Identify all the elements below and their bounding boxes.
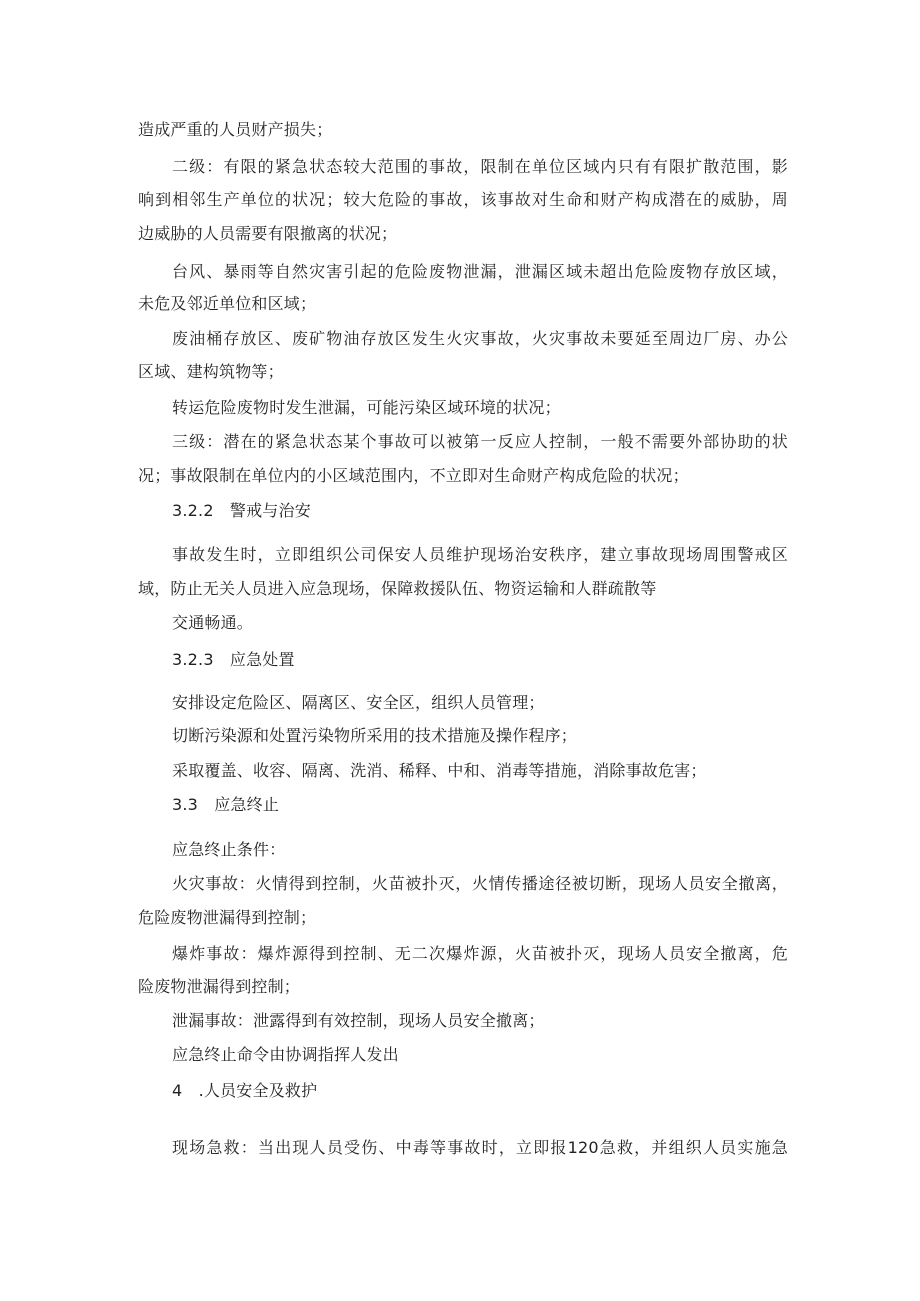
paragraph-line: 交通畅通。 — [172, 613, 254, 632]
paragraph-line: 区域、建构筑物等； — [138, 362, 284, 381]
paragraph-line: 应急终止命令由协调指挥人发出 — [172, 1045, 399, 1064]
paragraph-line: 况；事故限制在单位内的小区域范围内，不立即对生命财产构成危险的状况； — [138, 466, 689, 485]
section-heading: 3.2.2 警戒与治安 — [172, 501, 311, 520]
paragraph-line: 爆炸事故：爆炸源得到控制、无二次爆炸源，火苗被扑灭，现场人员安全撤离，危 — [172, 944, 788, 963]
paragraph-line: 安排设定危险区、隔离区、安全区，组织人员管理； — [172, 693, 545, 712]
paragraph-line: 事故发生时，立即组织公司保安人员维护现场治安秩序，建立事故现场周围警戒区 — [172, 545, 788, 564]
paragraph-line: 造成严重的人员财产损失； — [138, 120, 333, 139]
section-heading: 3.2.3 应急处置 — [172, 650, 295, 669]
paragraph-line: 应急终止条件： — [172, 840, 286, 859]
paragraph-line: 切断污染源和处置污染物所采用的技术措施及操作程序； — [172, 726, 578, 745]
paragraph-line: 现场急救：当出现人员受伤、中毒等事故时，立即报120急救，并组织人员实施急 — [172, 1138, 788, 1157]
paragraph-line: 边威胁的人员需要有限撤离的状况； — [138, 224, 398, 243]
paragraph-line: 危险废物泄漏得到控制； — [138, 908, 317, 927]
paragraph-line: 域，防止无关人员进入应急现场，保障救援队伍、物资运输和人群疏散等 — [138, 579, 657, 598]
section-heading: 3.3 应急终止 — [172, 795, 280, 814]
paragraph-line: 响到相邻生产单位的状况；较大危险的事故，该事故对生命和财产构成潜在的威胁，周 — [138, 190, 788, 209]
paragraph-line: 火灾事故：火情得到控制，火苗被扑灭，火情传播途径被切断，现场人员安全撤离， — [172, 874, 788, 893]
paragraph-line: 转运危险废物时发生泄漏，可能污染区域环境的状况； — [172, 398, 561, 417]
paragraph-line: 三级：潜在的紧急状态某个事故可以被第一反应人控制，一般不需要外部协助的状 — [172, 432, 788, 451]
section-heading: 4 .人员安全及救护 — [172, 1081, 318, 1100]
paragraph-line: 二级：有限的紧急状态较大范围的事故，限制在单位区域内只有有限扩散范围，影 — [172, 157, 788, 176]
paragraph-line: 泄漏事故：泄露得到有效控制，现场人员安全撤离； — [172, 1011, 545, 1030]
paragraph-line: 采取覆盖、收容、隔离、洗消、稀释、中和、消毒等措施，消除事故危害； — [172, 761, 707, 780]
paragraph-line: 未危及邻近单位和区域； — [138, 294, 317, 313]
paragraph-line: 废油桶存放区、废矿物油存放区发生火灾事故，火灾事故未要延至周边厂房、办公 — [172, 329, 788, 348]
paragraph-line: 险废物泄漏得到控制； — [138, 977, 301, 996]
paragraph-line: 台风、暴雨等自然灾害引起的危险废物泄漏，泄漏区域未超出危险废物存放区域， — [172, 262, 788, 281]
